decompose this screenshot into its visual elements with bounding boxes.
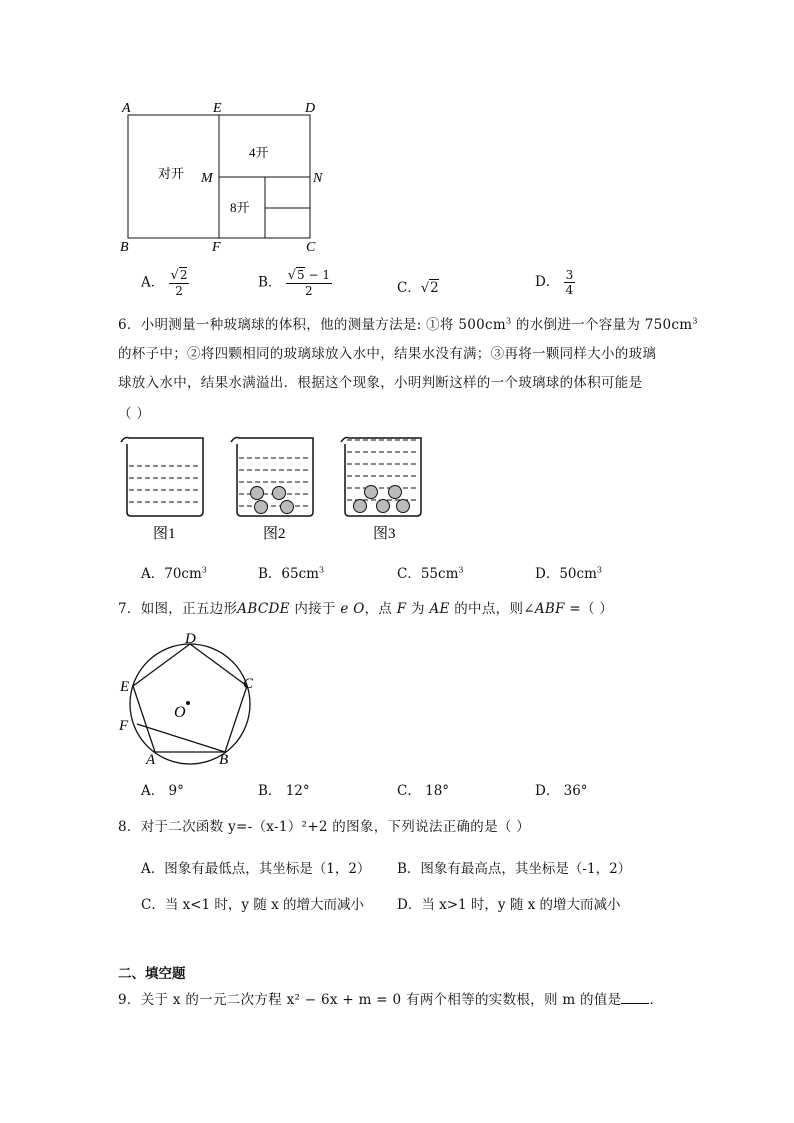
glass-ball [273,487,286,500]
glass-ball [389,486,402,499]
q8-question: 8．对于二次函数 y=-（x-1）²+2 的图象，下列说法正确的是（ ） [118,819,531,835]
q9-question: 9．关于 x 的一元二次方程 x² − 6x + m = 0 有两个相等的实数根，则 m 的值是 ． [118,992,664,1008]
label-c: C [243,676,254,692]
pentagon-circle-figure [112,630,272,770]
q8-option-d: D．当 x>1 时，y 随 x 的增大而减小 [397,897,621,913]
fig3-caption: 图3 [373,526,396,542]
label-d: D [185,631,196,647]
q7-option-b: B． 12° [258,783,310,799]
q8-option-a: A．图象有最低点，其坐标是（1，2） [141,861,371,877]
q7-option-d: D． 36° [535,783,588,799]
glass-ball [251,487,264,500]
label-a: A [146,752,156,768]
q6-option-a: A．$70cm^3$ [141,565,207,582]
label-b: B [120,240,129,255]
label-a: A [122,101,131,116]
circle-o [130,644,250,764]
label-e: E [120,679,130,695]
q5-option-a: A． $\frac{√2}{2}$ [141,268,188,298]
half-sheet-label: 对开 [158,166,185,181]
q6-option-d: D．$50cm^3$ [535,565,602,582]
q8-option-c: C．当 x<1 时，y 随 x 的增大而减小 [141,897,365,913]
q6-line-1: 6．小明测量一种玻璃球的体积，他的测量方法是: ①将 $500cm^3$ 的水倒进一个容量为 $750cm^3$ [118,316,698,333]
eighth-sheet-label: 8开 [230,200,250,215]
q6-line-3: 球放入水中，结果水满溢出．根据这个现象，小明判断这样的一个玻璃球的体积可能是 [118,375,643,391]
center-o [186,701,190,705]
glass-ball [397,500,410,513]
label-d: D [305,101,316,116]
q6-option-c: C．$55cm^3$ [397,565,464,582]
q6-option-b: B．$65cm^3$ [258,565,325,582]
beaker-1 [121,438,203,517]
answer-blank [621,991,649,1004]
label-e: E [213,101,222,116]
q8-option-b: B．图象有最高点，其坐标是（-1，2） [397,861,632,877]
fig2-caption: 图2 [263,526,286,542]
glass-ball [281,501,294,514]
glass-ball [255,501,268,514]
glass-ball [377,500,390,513]
beaker-2 [231,438,313,517]
section-title-fill-in: 二、填空题 [118,966,186,982]
label-f: F [212,240,221,255]
q5-option-d: D． $\frac{3}{4}$ [535,268,574,297]
label-b: B [219,752,229,768]
q5-option-c: C．√2 [397,280,439,296]
label-f: F [119,718,129,734]
glass-ball [354,500,367,513]
glass-ball [365,486,378,499]
q7-option-c: C． 18° [397,783,450,799]
q7-question: 7．如图，正五边形ABCDE 内接于 e O，点 F 为 AE 的中点，则∠ABF =（ ） [118,601,614,617]
paper-sizes-figure [110,95,340,260]
label-o: O [174,704,186,721]
label-m: M [201,171,213,186]
q6-answer-paren: （ ） [118,406,151,422]
pentagon-abcde [133,644,247,752]
fig1-caption: 图1 [153,526,176,542]
quarter-sheet-label: 4开 [249,145,269,160]
q6-line-2: 的杯子中；②将四颗相同的玻璃球放入水中，结果水没有满；③再将一颗同样大小的玻璃 [118,346,657,362]
label-n: N [313,171,323,186]
q7-option-a: A． 9° [141,783,184,799]
beakers-figure [115,432,435,547]
label-c: C [306,240,316,255]
q5-option-b: B． $\frac{√5 - 1}{2}$ [258,268,330,298]
